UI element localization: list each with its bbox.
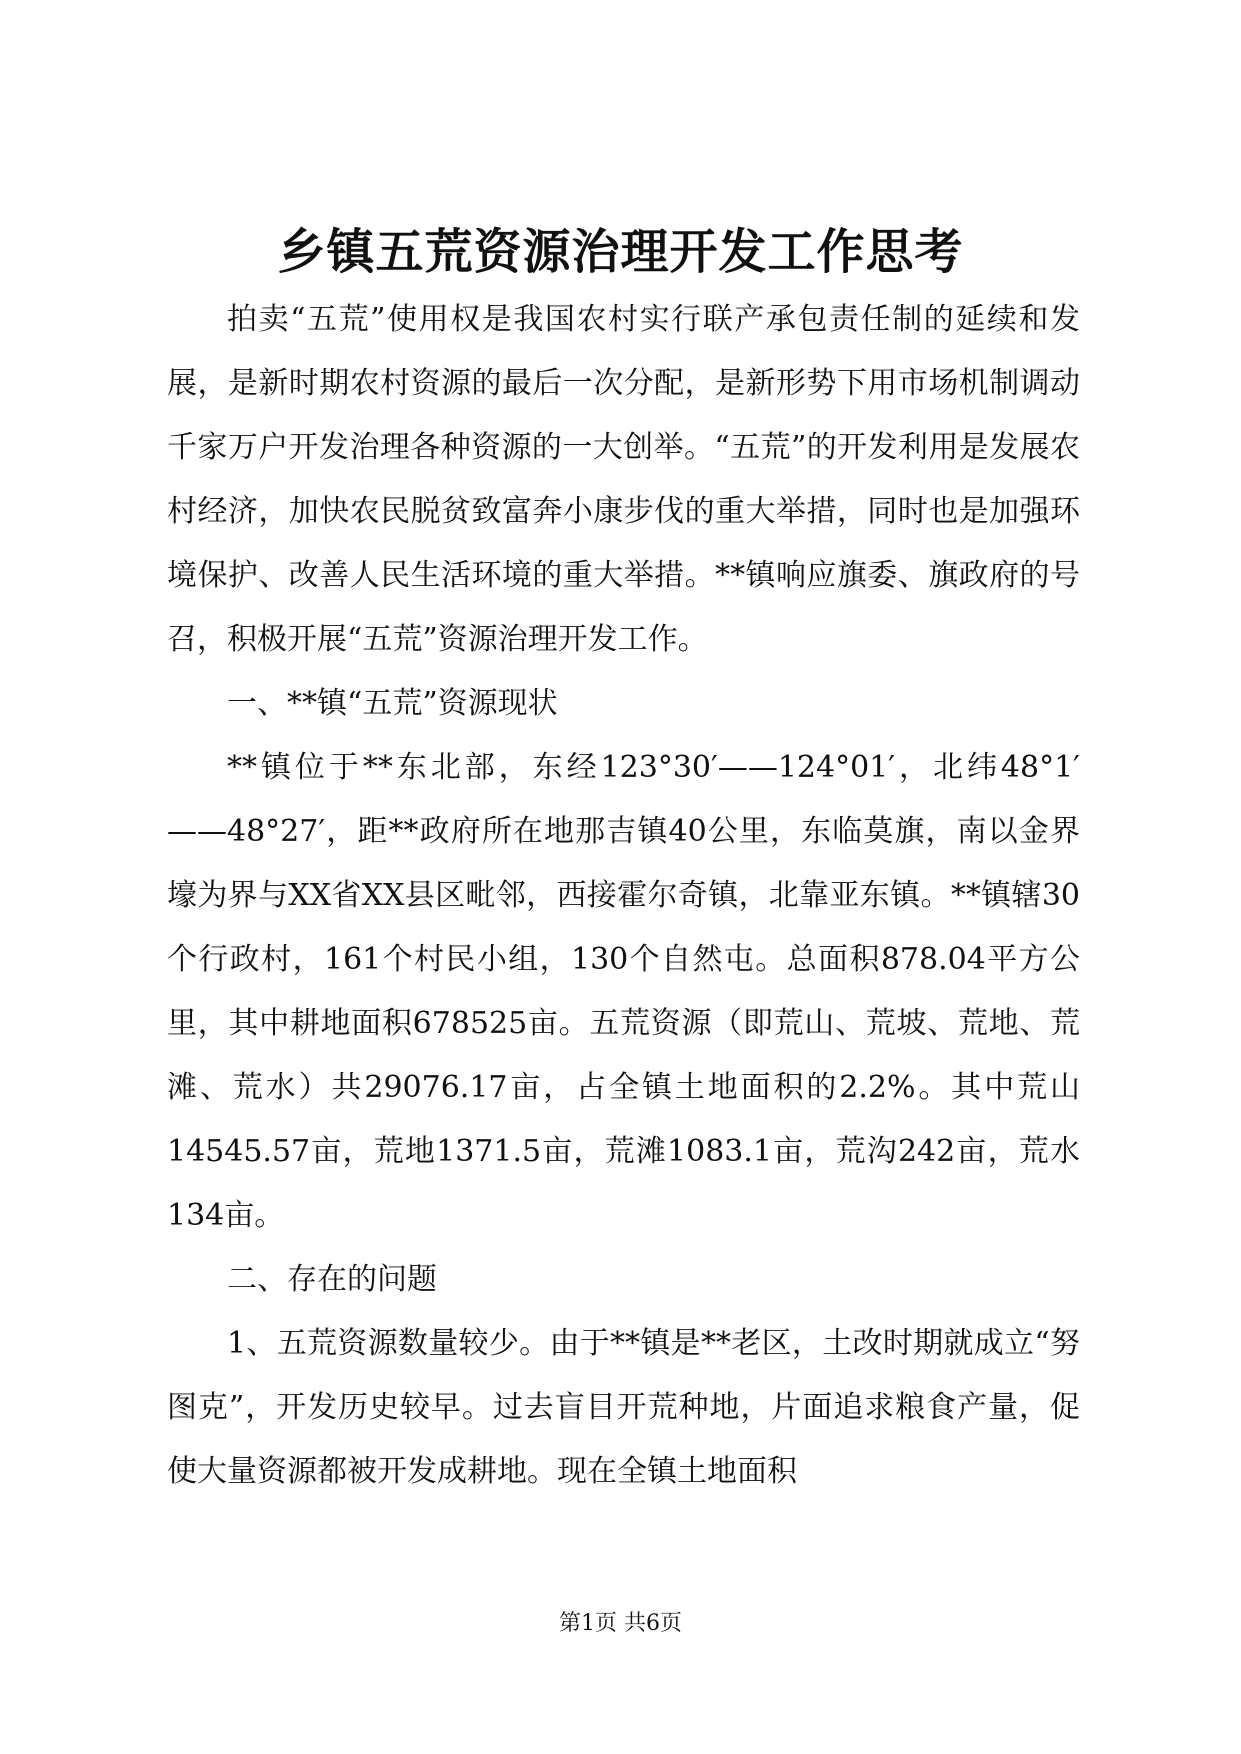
document-body xyxy=(167,288,1080,1504)
section-heading-1: 一、**镇“五荒”资源现状 xyxy=(227,686,558,721)
document-title: 乡镇五荒资源治理开发工作思考 xyxy=(277,224,964,280)
paragraph-intro: 拍卖“五荒”使用权是我国农村实行联产承包责任制的延续和发展，是新时期农村资源的最后一次分配，是新形势下用市场机制调动千家万户开发治理各种资源的一大创举。“五荒”的开发利用是发展农村经济，加快农民脱贫致富奔小康步伐的重大举措，同时也是加强环境保护、改善人民生活环境的重大举措。**镇响应旗委、旗政府的号召，积极开展“五荒”资源治理开发工作。 xyxy=(167,302,1080,657)
paragraph-status: **镇位于**东北部，东经123°30′——124°01′，北纬48°1′——48°27′，距**政府所在地那吉镇40公里，东临莫旗，南以金界壕为界与XX省XX县区毗邻，西接霍尔奇镇，北靠亚东镇。**镇辖30个行政村，161个村民小组，130个自然屯。总面积878.04平方公里，其中耕地面积678525亩。五荒资源（即荒山、荒坡、荒地、荒滩、荒水）共29076.17亩，占全镇土地面积的2.2%。其中荒山14545.57亩，荒地1371.5亩，荒滩1083.1亩，荒沟242亩，荒水134亩。 xyxy=(167,750,1080,1233)
section-heading-2: 二、存在的问题 xyxy=(227,1262,437,1297)
paragraph-problem-1: 1、五荒资源数量较少。由于**镇是**老区，土改时期就成立“努图克”，开发历史较早。过去盲目开荒种地，片面追求粮食产量，促使大量资源都被开发成耕地。现在全镇土地面积 xyxy=(167,1326,1080,1489)
page-footer: 第1页 共6页 xyxy=(559,1611,682,1636)
